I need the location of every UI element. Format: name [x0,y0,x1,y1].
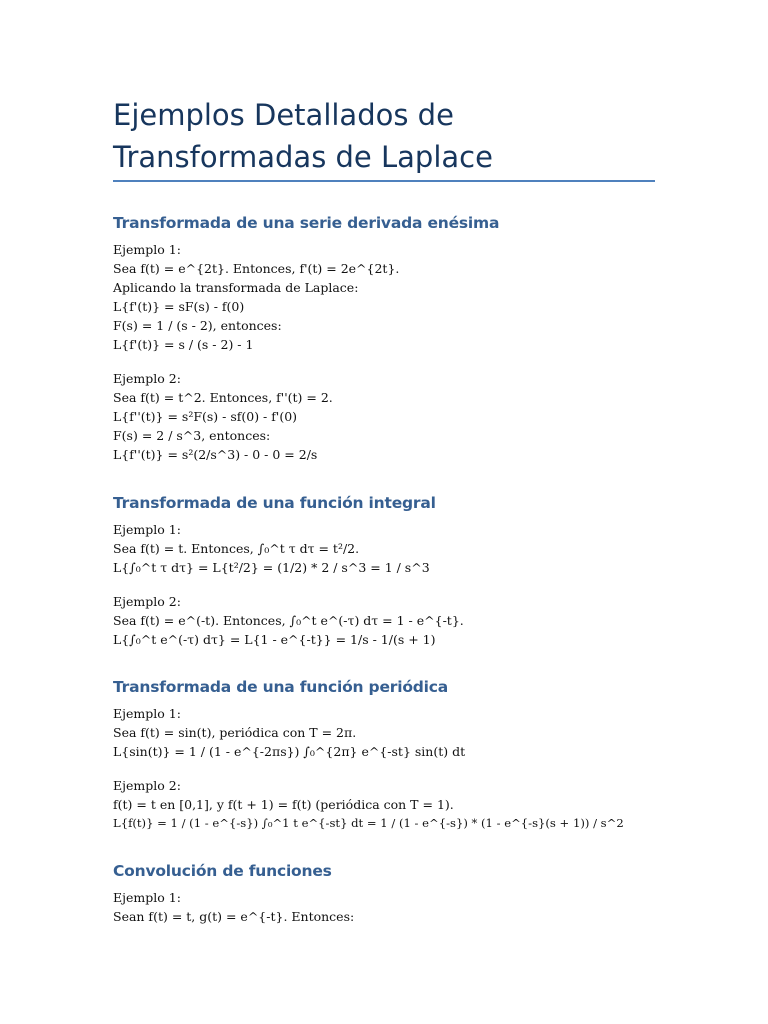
section-convolucion [113,860,713,941]
text-line: Ejemplo 1: [113,522,181,537]
text-line: L{f'(t)} = sF(s) - f(0) [113,299,245,314]
example-block [113,704,713,761]
text-line: L{f''(t)} = s²F(s) - sf(0) - f'(0) [113,409,298,424]
title-underline [113,180,655,182]
section-integral [113,492,713,664]
text-line: Ejemplo 2: [113,371,181,386]
text-line: Sea f(t) = e^{2t}. Entonces, f'(t) = 2e^{2t}. [113,261,400,276]
text-line: Sea f(t) = sin(t), periódica con T = 2π. [113,725,357,740]
example-block [113,592,713,649]
example-block [113,369,713,464]
text-line: Sea f(t) = t. Entonces, ∫₀^t τ dτ = t²/2. [113,541,360,556]
text-line: L{∫₀^t τ dτ} = L{t²/2} = (1/2) * 2 / s^3 = 1 / s^3 [113,560,430,575]
section-heading: Transformada de una función periódica [113,678,449,696]
text-line: Ejemplo 1: [113,706,181,721]
example-block [113,240,713,354]
example-block [113,520,713,577]
section-heading: Transformada de una función integral [113,494,436,512]
text-line: F(s) = 2 / s^3, entonces: [113,428,271,443]
text-line: Sea f(t) = e^(-t). Entonces, ∫₀^t e^(-τ) dτ = 1 - e^{-t}. [113,613,464,628]
text-line: Sean f(t) = t, g(t) = e^{-t}. Entonces: [113,909,355,924]
text-line: Ejemplo 2: [113,594,181,609]
document-title: Ejemplos Detallados de Transformadas de Laplace [113,98,493,174]
example-block [113,776,713,833]
section-heading: Transformada de una serie derivada enésima [113,214,500,232]
text-line: L{∫₀^t e^(-τ) dτ} = L{1 - e^{-t}} = 1/s - 1/(s + 1) [113,632,436,647]
text-line: f(t) = t en [0,1], y f(t + 1) = f(t) (periódica con T = 1). [113,797,454,812]
text-line: L{f''(t)} = s²(2/s^3) - 0 - 0 = 2/s [113,447,318,462]
text-line: L{f'(t)} = s / (s - 2) - 1 [113,337,254,352]
section-derivada [113,212,713,479]
text-line: Ejemplo 1: [113,242,181,257]
section-heading: Convolución de funciones [113,862,332,880]
text-line: Ejemplo 1: [113,890,181,905]
text-line: Ejemplo 2: [113,778,181,793]
section-periodica [113,676,713,848]
example-block [113,888,713,926]
text-line: L{f(t)} = 1 / (1 - e^{-s}) ∫₀^1 t e^{-st} dt = 1 / (1 - e^{-s}) * (1 - e^{-s}(s + 1)) / s^2 [113,816,624,830]
text-line: F(s) = 1 / (s - 2), entonces: [113,318,282,333]
text-line: Sea f(t) = t^2. Entonces, f''(t) = 2. [113,390,333,405]
text-line: L{sin(t)} = 1 / (1 - e^{-2πs}) ∫₀^{2π} e^{-st} sin(t) dt [113,744,466,759]
text-line: Aplicando la transformada de Laplace: [113,280,359,295]
